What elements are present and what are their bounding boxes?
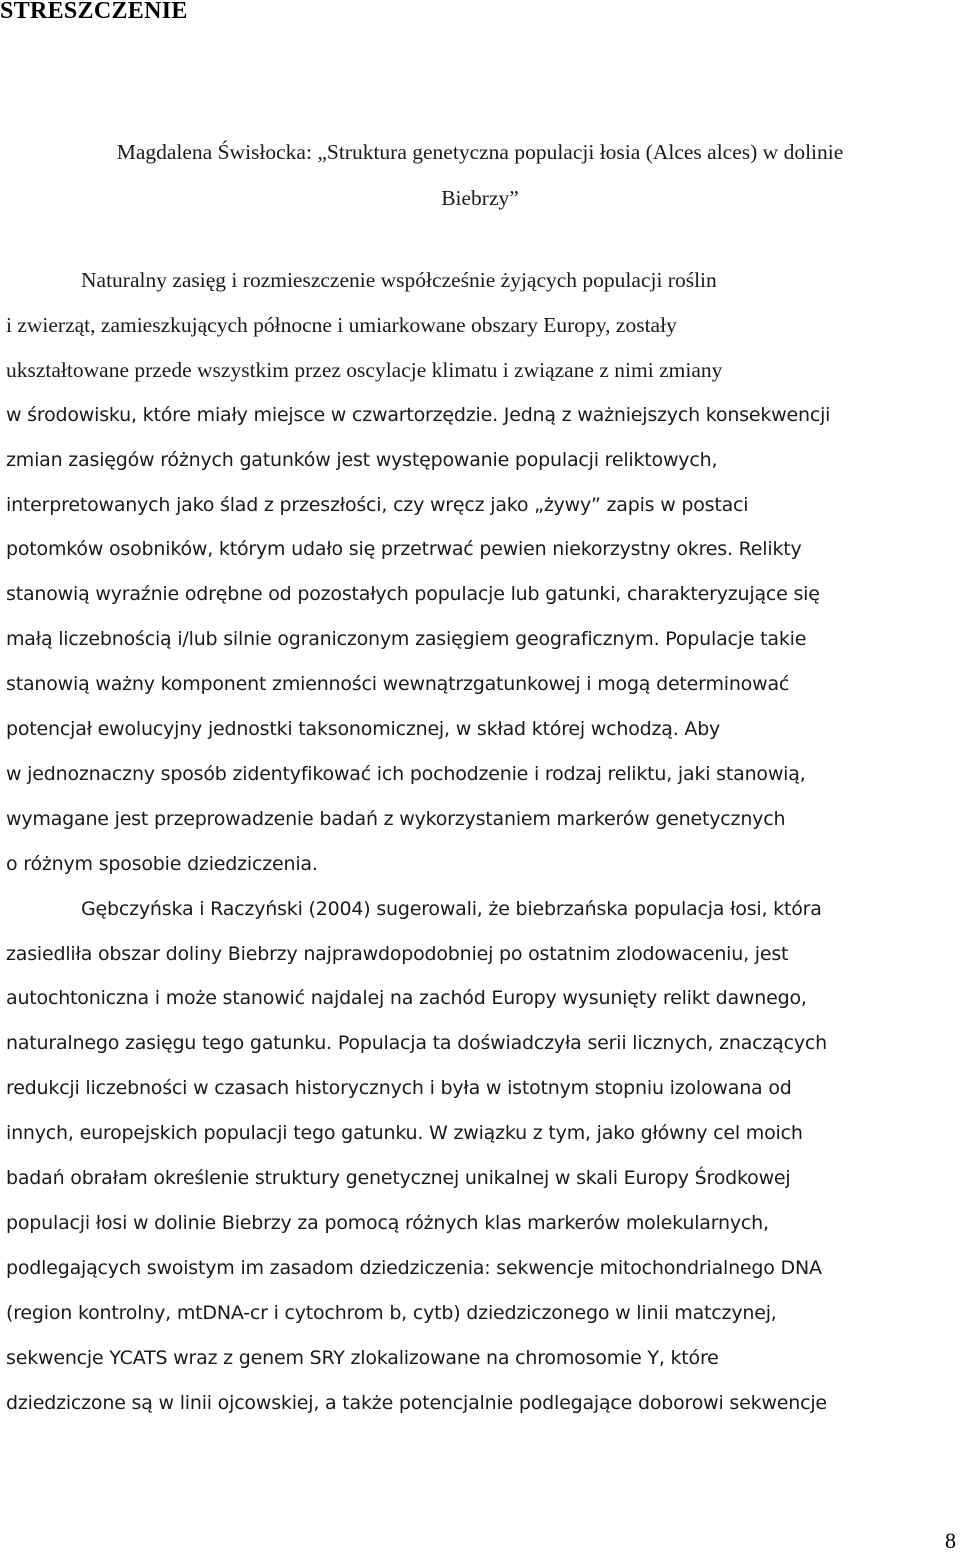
body-line: redukcji liczebności w czasach historycznych i była w istotnym stopniu izolowana od [6,1077,792,1100]
body-line: potencjał ewolucyjny jednostki taksonomicznej, w skład której wchodzą. Aby [6,718,721,740]
thesis-title-line-1: Magdalena Świsłocka: „Struktura genetyczna populacji łosia (Alces alces) w dolinie [116,140,844,164]
body-line: i zwierząt, zamieszkujących północne i umiarkowane obszary Europy, zostały [6,312,677,337]
body-line: populacji łosi w dolinie Biebrzy za pomocą różnych klas markerów molekularnych, [6,1211,769,1234]
thesis-title-line-2: Biebrzy” [441,186,519,210]
body-line: interpretowanych jako ślad z przeszłości, czy wręcz jako „żywy” zapis w postaci [6,493,749,516]
body-line: naturalnego zasięgu tego gatunku. Populacja ta doświadczyła serii licznych, znaczących [6,1032,827,1055]
body-line: podlegających swoistym im zasadom dziedziczenia: sekwencje mitochondrialnego DNA [6,1256,822,1279]
body-line: Gębczyńska i Raczyński (2004) sugerowali, że biebrzańska populacja łosi, która [81,897,822,920]
body-line: zasiedliła obszar doliny Biebrzy najprawdopodobniej po ostatnim zlodowaceniu, jest [6,942,789,965]
body-line: dziedziczone są w linii ojcowskiej, a także potencjalnie podlegające doborowi sekwencje [6,1391,827,1414]
body-line: ukształtowane przede wszystkim przez oscylacje klimatu i związane z nimi zmiany [6,357,723,382]
body-line: w jednoznaczny sposób zidentyfikować ich pochodzenie i rodzaj reliktu, jaki stanowią, [6,762,806,785]
body-line: stanowią wyraźnie odrębne od pozostałych populacje lub gatunki, charakteryzujące się [6,583,820,606]
body-line: Naturalny zasięg i rozmieszczenie współcześnie żyjących populacji roślin [81,268,717,292]
body-line: w środowisku, które miały miejsce w czwartorzędzie. Jedną z ważniejszych konsekwencji [6,403,831,426]
thesis-title [0,129,960,221]
body-line: (region kontrolny, mtDNA-cr i cytochrom b, cytb) dziedziczonego w linii matczynej, [6,1301,777,1324]
body-line: zmian zasięgów różnych gatunków jest występowanie populacji reliktowych, [6,448,718,471]
section-heading: STRESZCZENIE [0,0,188,24]
body-line: o różnym sposobie dziedziczenia. [6,852,318,875]
body-line: sekwencje YCATS wraz z genem SRY zlokalizowane na chromosomie Y, które [6,1346,719,1369]
body-line: potomków osobników, którym udało się przetrwać pewien niekorzystny okres. Relikty [6,538,802,561]
body-line: małą liczebnością i/lub silnie ograniczonym zasięgiem geograficznym. Populacje takie [6,628,807,651]
body-line: wymagane jest przeprowadzenie badań z wykorzystaniem markerów genetycznych [6,807,786,830]
body-line: stanowią ważny komponent zmienności wewnątrzgatunkowej i mogą determinować [6,673,790,696]
body-line: badań obrałam określenie struktury genetycznej unikalnej w skali Europy Środkowej [6,1167,791,1189]
page-number: 8 [945,1528,956,1553]
body-line: innych, europejskich populacji tego gatunku. W związku z tym, jako główny cel moich [6,1122,803,1145]
body-line: autochtoniczna i może stanowić najdalej na zachód Europy wysunięty relikt dawnego, [6,987,807,1010]
